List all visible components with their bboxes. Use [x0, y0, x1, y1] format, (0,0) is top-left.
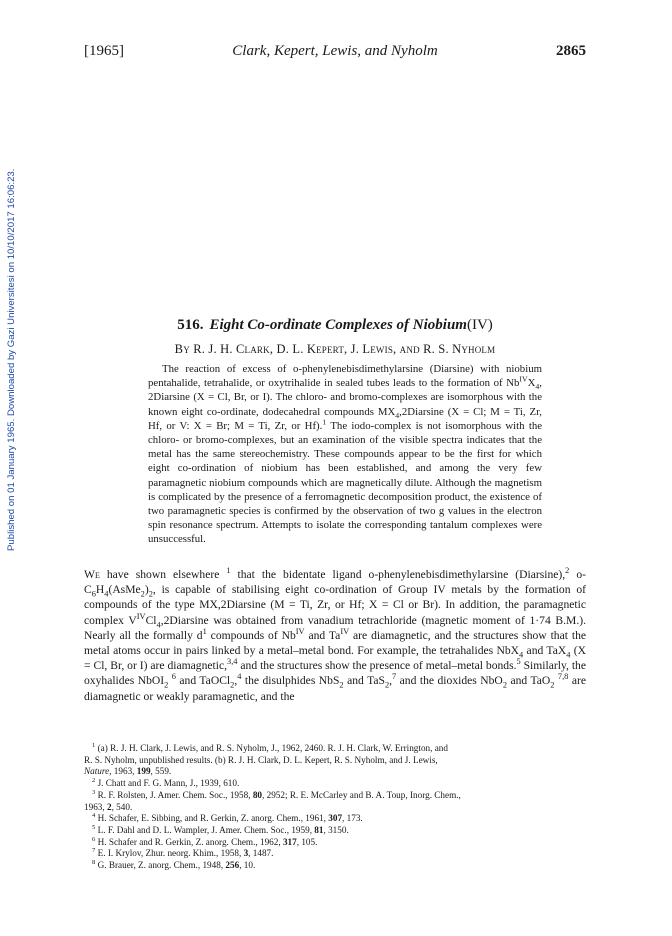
footnote-1: $^1$ (a) R. J. H. Clark, J. Lewis, and R. S. Nyholm, J., 1962, 2460. R. J. H. Clark, W. Errington, and [92, 741, 448, 753]
running-header [84, 40, 586, 62]
footnote-2: $^2$ J. Chatt and F. G. Mann, J., 1939, 610. [92, 777, 240, 789]
article-byline: By R. J. H. Clark, D. L. Kepert, J. Lewis, and R. S. Nyholm [174, 342, 496, 356]
provenance-watermark: Published on 01 January 1965. Downloaded by Gazi Universitesi on 10/10/2017 16:06:23. [6, 168, 17, 552]
footnotes [84, 743, 586, 872]
footnote-5: $^5$ L. F. Dahl and D. L. Wampler, J. Amer. Chem. Soc., 1959, 81, 3150. [92, 823, 349, 835]
lead-in: We [84, 568, 100, 581]
abstract-paragraph: The reaction of excess of o-phenylenebisdimethylarsine (Diarsine) with niobium pentahalide, tetrahalide, or oxytrihalide in sealed tubes leads to the formation of $Nb^{IV}X_4$, 2Diarsine (X = Cl, Br, or I). The chloro- and bromo-complexes are isomorphous with the known eight co-ordinate, dodecahedral compounds $MX_4,2Diarsine$ (X = Cl; M = Ti, Zr, Hf, or V: X = Br; M = Ti, Zr, or Hf).$^1$ The iodo-complex is not isomorphous with the chloro- or bromo-complexes, but an examination of the visible spectra indicates that the metal has the same stereochemistry. These compounds appear to be the first for which eight co-ordination of niobium has been established, and among the very few paramagnetic niobium compounds which are magnetically dilute. Although the magnetism is complicated by the presence of a ferromagnetic decomposition product, the existence of two paramagnetic species is confirmed by the observation of two g values in the electron spin resonance spectrum. Attempts to isolate the corresponding tantalum complexes were unsuccessful. [148, 363, 543, 546]
footnote-6: $^6$ H. Schafer and R. Gerkin, Z. anorg. Chem., 1962, 317, 105. [92, 835, 318, 847]
footnote-4: $^4$ H. Schafer, E. Sibbing, and R. Gerkin, Z. anorg. Chem., 1961, 307, 173. [92, 812, 363, 824]
footnote-3-continued: 1963, 2, 540. [84, 801, 133, 812]
footnote-3: $^3$ R. F. Rolsten, J. Amer. Chem. Soc., 1958, 80, 2952; R. E. McCarley and B. A. Toup, Inorg. Chem., [92, 788, 461, 800]
footnote-1-continued: R. S. Nyholm, unpublished results. (b) R. J. H. Clark, D. L. Kepert, R. S. Nyholm, and J. Lewis, [84, 754, 438, 765]
article-title-text: Eight Co-ordinate Complexes of Niobium [209, 317, 467, 333]
footnote-1-continued: Nature, 1963, 199, 559. [84, 766, 172, 777]
header-page-number: 2865 [556, 43, 586, 59]
body-text [84, 567, 586, 704]
header-authors: Clark, Kepert, Lewis, and Nyholm [232, 43, 438, 59]
body-paragraph: We have shown elsewhere $^1$ that the bidentate ligand o-phenylenebisdimethylarsine (Diarsine),$^2$ $o-C_6H_4(AsMe_2)_2$, is capable of stabilising eight co-ordination of Group IV metals by the formation of compounds of the type MX,2Diarsine (M = Ti, Zr, or Hf; X = Cl or Br). In addition, the paramagnetic complex $V^{IV}Cl_4,2Diarsine$ was obtained from vanadium tetrachloride (magnetic moment of 1·74 B.M.). Nearly all the formally $d^1$ compounds of $Nb^{IV}$ and $Ta^{IV}$ are diamagnetic, and the structures show that the metal atoms occur in pairs linked by a metal–metal bond. For example, the tetrahalides NbX$_4$ and TaX$_4$ (X = Cl, Br, or I) are diamagnetic,$^{3,4}$ and the structures show the presence of metal–metal bonds.$^5$ Similarly, the oxyhalides NbOI$_2$ $^6$ and TaOCl$_2$,$^4$ the disulphides NbS$_2$ and TaS$_2$,$^7$ and the dioxides NbO$_2$ and TaO$_2$ $^{7,8}$ are diamagnetic or weakly paramagnetic, and the [84, 566, 587, 703]
article-number: 516. [177, 317, 204, 333]
article-title-oxidation: (IV) [466, 317, 493, 333]
article-title [84, 315, 586, 335]
footnote-8: $^8$ G. Brauer, Z. anorg. Chem., 1948, 256, 10. [92, 858, 256, 871]
header-year: [1965] [84, 43, 124, 59]
footnote-7: $^7$ E. I. Krylov, Zhur. neorg. Khim., 1958, 3, 1487. [92, 847, 274, 859]
abstract [148, 362, 542, 547]
